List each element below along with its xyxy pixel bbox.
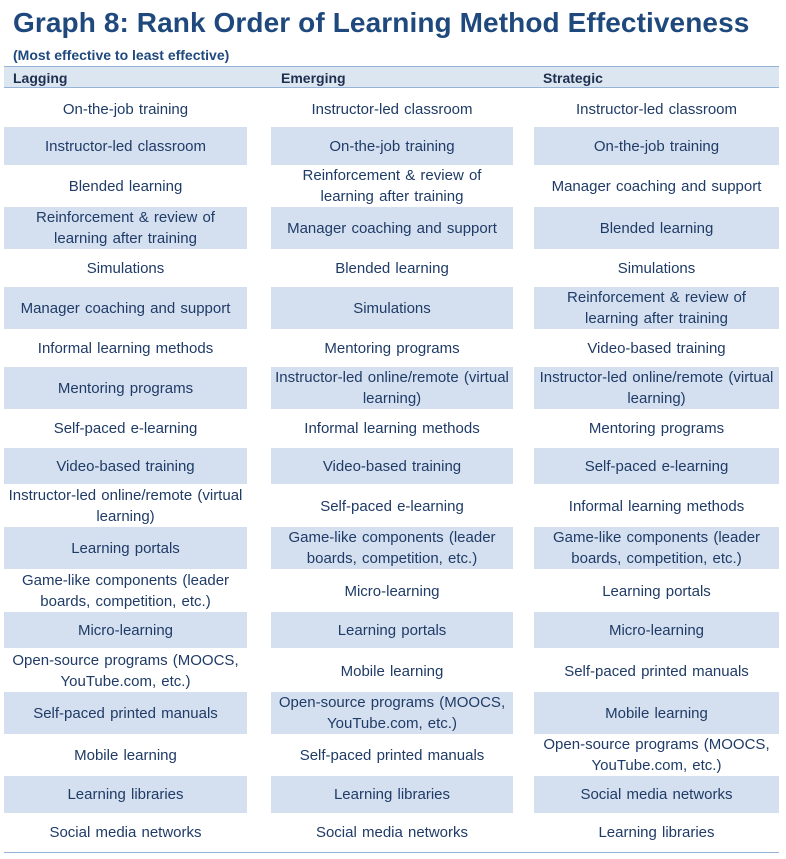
- page-subtitle: (Most effective to least effective): [13, 47, 230, 63]
- table-cell-strategic-rank-1: Instructor-led classroom: [575, 100, 738, 118]
- table-cell-strategic-rank-5: Simulations: [617, 259, 696, 277]
- column-header-emerging: Emerging: [281, 70, 346, 86]
- table-cell-emerging-rank-6: Simulations: [271, 287, 513, 329]
- table-cell-emerging-rank-18: Learning libraries: [271, 776, 513, 813]
- table-cell-lagging-rank-7: Informal learning methods: [37, 339, 214, 357]
- table-cell-emerging-rank-15: Mobile learning: [340, 662, 444, 680]
- table-cell-strategic-rank-7: Video-based training: [587, 339, 726, 357]
- table-cell-strategic-rank-8: Instructor-led online/remote (virtual learning): [534, 367, 779, 409]
- table-cell-strategic-rank-4: Blended learning: [534, 207, 779, 249]
- table-cell-emerging-rank-16: Open-source programs (MOOCS, YouTube.com, etc.): [271, 692, 513, 734]
- table-cell-strategic-rank-6: Reinforcement & review of learning after training: [534, 287, 779, 329]
- column-header-strategic: Strategic: [543, 70, 603, 86]
- table-cell-emerging-rank-7: Mentoring programs: [324, 339, 460, 357]
- table-cell-emerging-rank-19: Social media networks: [315, 824, 469, 841]
- table-cell-strategic-rank-3: Manager coaching and support: [551, 177, 762, 195]
- table-header-bar: [4, 66, 779, 88]
- table-bottom-rule: [4, 852, 779, 853]
- table-cell-strategic-rank-11: Informal learning methods: [568, 497, 745, 515]
- table-cell-emerging-rank-8: Instructor-led online/remote (virtual learning): [271, 367, 513, 409]
- table-cell-strategic-rank-10: Self-paced e-learning: [534, 448, 779, 484]
- table-cell-strategic-rank-14: Micro-learning: [534, 612, 779, 648]
- table-cell-emerging-rank-12: Game-like components (leader boards, competition, etc.): [271, 527, 513, 569]
- table-cell-emerging-rank-4: Manager coaching and support: [271, 207, 513, 249]
- table-cell-lagging-rank-14: Micro-learning: [4, 612, 247, 648]
- table-cell-strategic-rank-19: Learning libraries: [598, 824, 715, 841]
- column-header-lagging: Lagging: [13, 70, 68, 86]
- table-cell-lagging-rank-18: Learning libraries: [4, 776, 247, 813]
- table-cell-lagging-rank-8: Mentoring programs: [4, 367, 247, 409]
- table-cell-strategic-rank-15: Self-paced printed manuals: [564, 662, 749, 680]
- table-cell-emerging-rank-13: Micro-learning: [344, 582, 440, 600]
- table-cell-lagging-rank-4: Reinforcement & review of learning after training: [4, 207, 247, 249]
- table-cell-strategic-rank-17: Open-source programs (MOOCS, YouTube.com, etc.): [543, 736, 770, 774]
- table-cell-emerging-rank-9: Informal learning methods: [304, 419, 480, 437]
- table-cell-strategic-rank-9: Mentoring programs: [588, 419, 725, 437]
- table-cell-lagging-rank-13: Game-like components (leader boards, competition, etc.): [21, 572, 230, 610]
- table-cell-lagging-rank-3: Blended learning: [68, 177, 183, 195]
- table-cell-lagging-rank-12: Learning portals: [4, 527, 247, 569]
- table-cell-lagging-rank-5: Simulations: [86, 259, 165, 277]
- table-cell-emerging-rank-5: Blended learning: [335, 259, 449, 277]
- table-cell-strategic-rank-16: Mobile learning: [534, 692, 779, 734]
- table-cell-lagging-rank-17: Mobile learning: [74, 746, 177, 764]
- table-cell-strategic-rank-18: Social media networks: [534, 776, 779, 813]
- table-cell-strategic-rank-12: Game-like components (leader boards, competition, etc.): [534, 527, 779, 569]
- table-cell-lagging-rank-1: On-the-job training: [62, 100, 189, 118]
- table-cell-emerging-rank-10: Video-based training: [271, 448, 513, 484]
- table-cell-lagging-rank-19: Social media networks: [49, 824, 202, 841]
- table-cell-lagging-rank-10: Video-based training: [4, 448, 247, 484]
- table-cell-lagging-rank-6: Manager coaching and support: [4, 287, 247, 329]
- table-cell-emerging-rank-2: On-the-job training: [271, 127, 513, 165]
- table-cell-emerging-rank-17: Self-paced printed manuals: [299, 746, 485, 764]
- table-cell-lagging-rank-9: Self-paced e-learning: [53, 419, 198, 437]
- table-cell-lagging-rank-11: Instructor-led online/remote (virtual learning): [8, 487, 243, 525]
- table-cell-lagging-rank-16: Self-paced printed manuals: [4, 692, 247, 734]
- page-title: Graph 8: Rank Order of Learning Method Effectiveness: [13, 7, 750, 38]
- table-cell-emerging-rank-3: Reinforcement & review of learning after training: [302, 167, 482, 205]
- table-cell-emerging-rank-11: Self-paced e-learning: [320, 497, 464, 515]
- table-cell-emerging-rank-1: Instructor-led classroom: [311, 100, 473, 118]
- table-cell-strategic-rank-2: On-the-job training: [534, 127, 779, 165]
- table-cell-lagging-rank-2: Instructor-led classroom: [4, 127, 247, 165]
- table-cell-strategic-rank-13: Learning portals: [602, 582, 711, 600]
- table-cell-emerging-rank-14: Learning portals: [271, 612, 513, 648]
- table-cell-lagging-rank-15: Open-source programs (MOOCS, YouTube.com, etc.): [12, 652, 239, 690]
